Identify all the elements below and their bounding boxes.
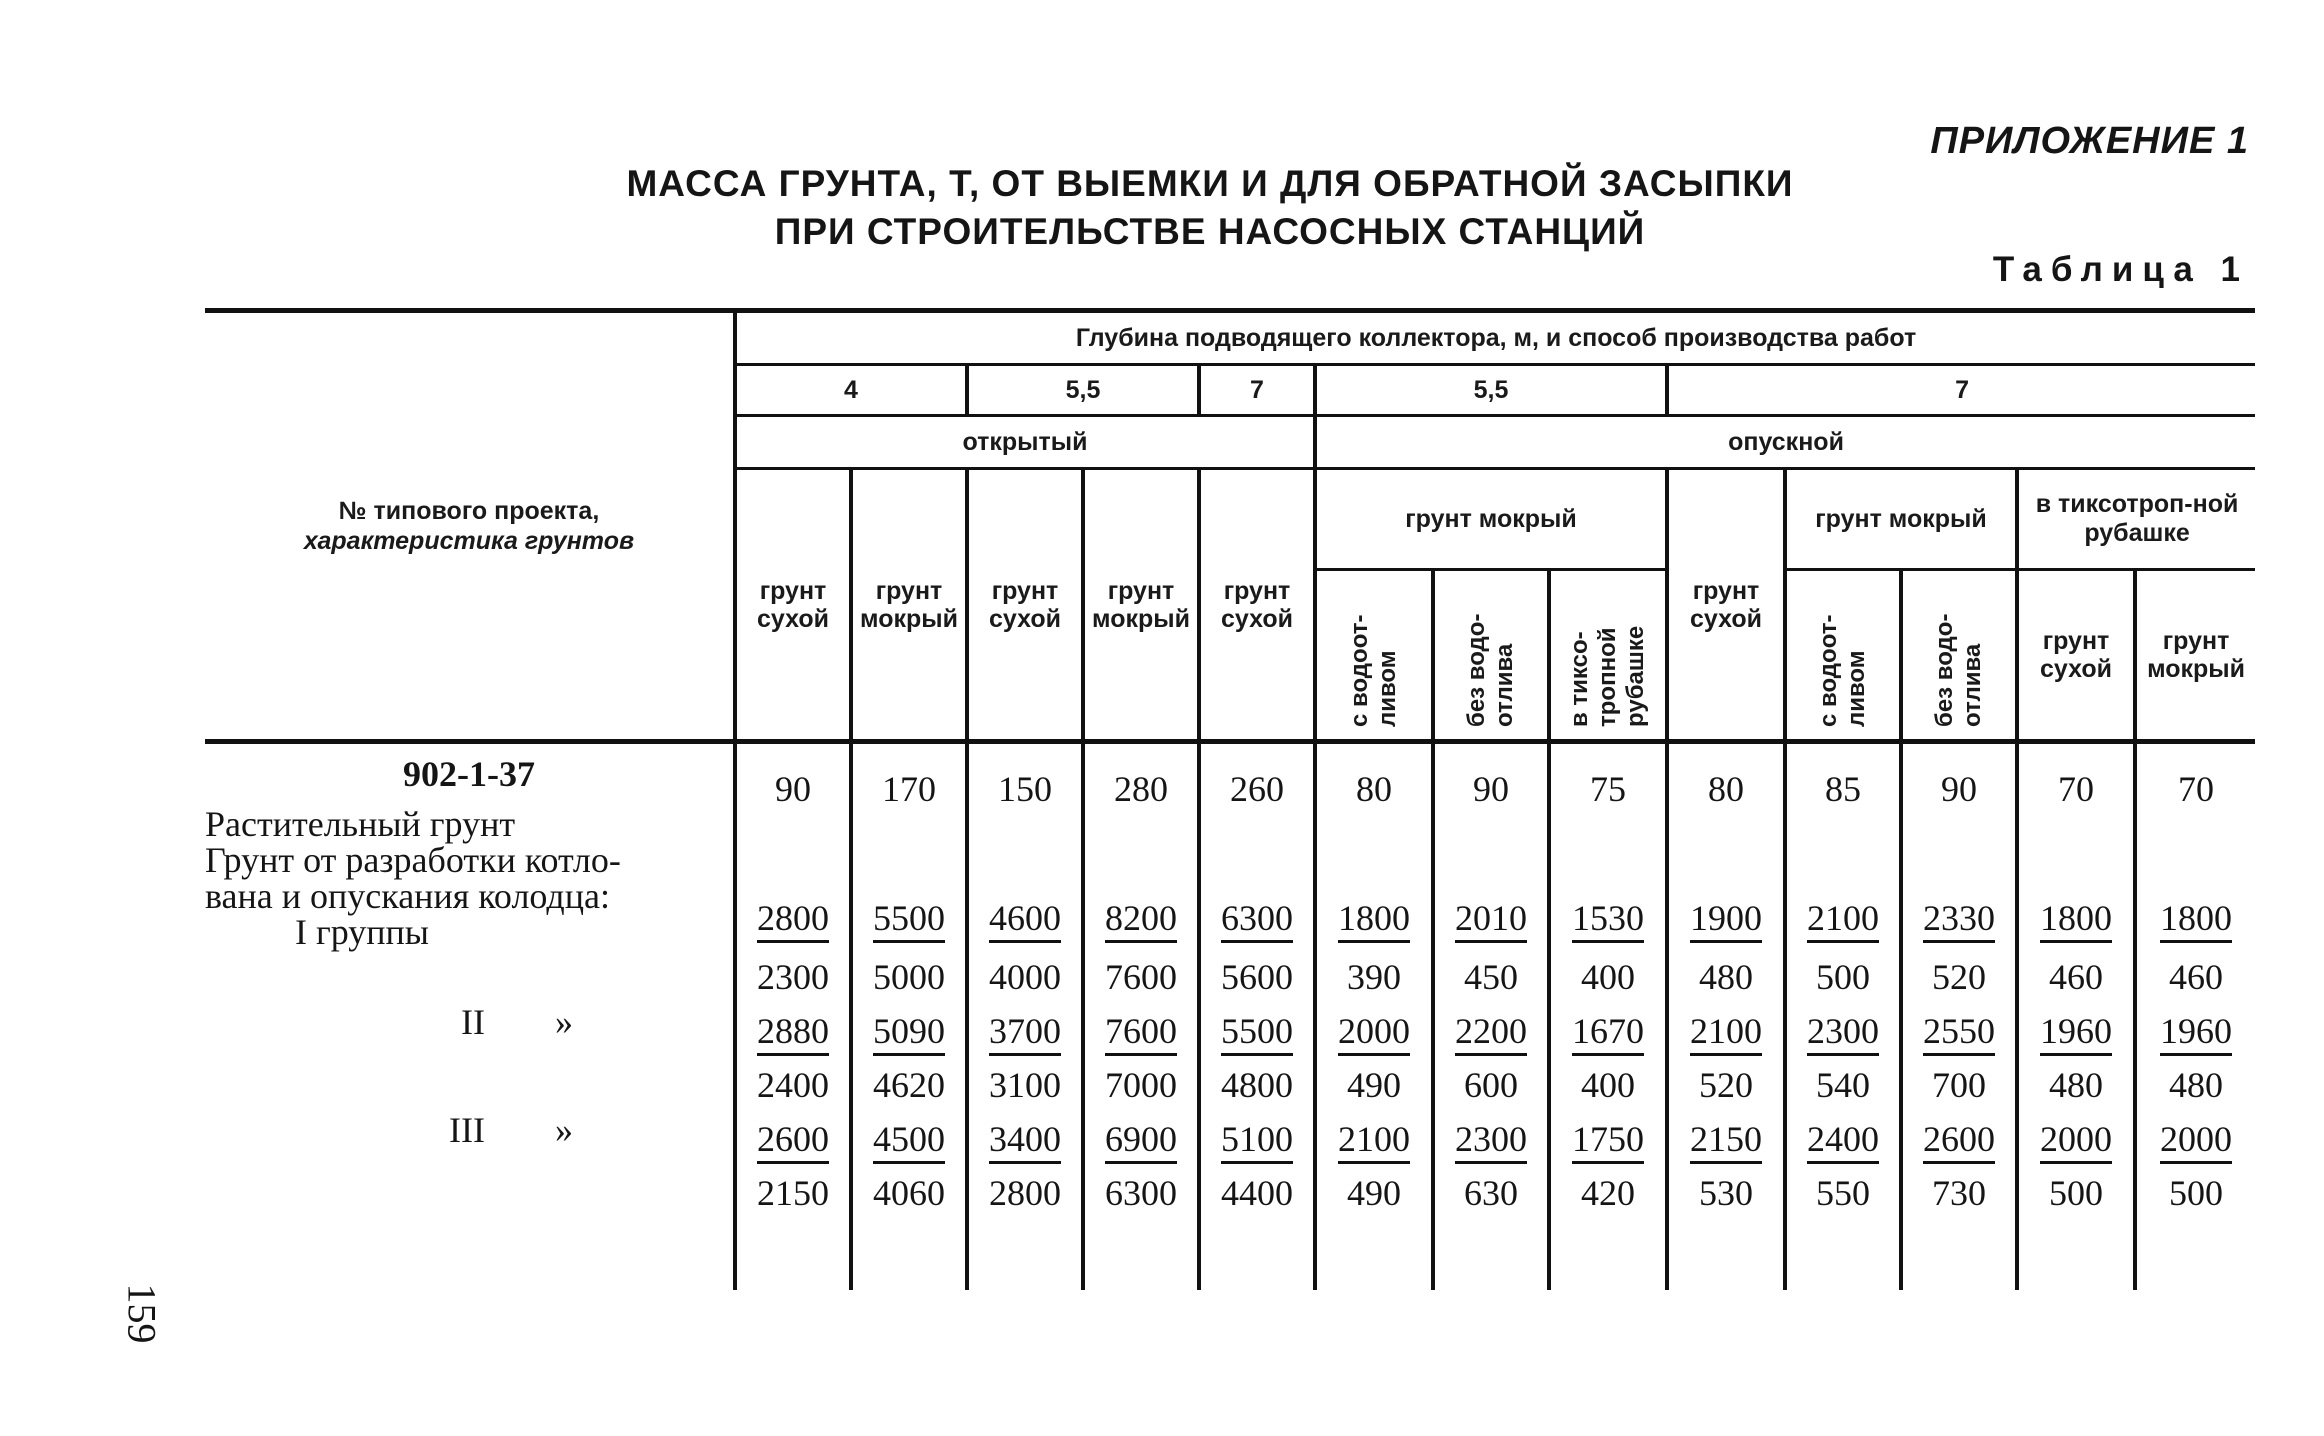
g1-top-cell-2: 5500 bbox=[851, 886, 967, 950]
group-2-label: II bbox=[461, 1002, 485, 1042]
col-header-10: с водоот-ливом bbox=[1785, 570, 1901, 742]
spacer-cell bbox=[1549, 822, 1667, 886]
tail-cell bbox=[851, 1220, 967, 1290]
plant-cell-7: 90 bbox=[1433, 742, 1549, 823]
row-label-g2-top bbox=[205, 1004, 735, 1058]
g3-bot-cell-2: 4060 bbox=[851, 1166, 967, 1220]
g1-top-cell-4: 8200 bbox=[1083, 886, 1199, 950]
tail-cell bbox=[2017, 1220, 2135, 1290]
spacer-cell bbox=[1785, 822, 1901, 886]
soil-mass-table bbox=[205, 308, 2255, 1290]
g3-bot-cell-9: 530 bbox=[1667, 1166, 1785, 1220]
g3-top-cell-2: 4500 bbox=[851, 1112, 967, 1166]
g2-top-cell-5: 5500 bbox=[1199, 1004, 1315, 1058]
g3-bot-cell-3: 2800 bbox=[967, 1166, 1083, 1220]
wet-group-header-2: грунт мокрый bbox=[1785, 469, 2017, 570]
g2-bot-cell-13: 480 bbox=[2135, 1058, 2255, 1112]
g2-top-cell-1: 2880 bbox=[735, 1004, 851, 1058]
g2-bot-cell-10: 540 bbox=[1785, 1058, 1901, 1112]
g3-top-cell-11: 2600 bbox=[1901, 1112, 2017, 1166]
spacer-cell bbox=[1083, 822, 1199, 886]
spacer-cell bbox=[967, 822, 1083, 886]
g2-bot-cell-4: 7000 bbox=[1083, 1058, 1199, 1112]
g3-bot-cell-7: 630 bbox=[1433, 1166, 1549, 1220]
table-row-tail bbox=[205, 1220, 2255, 1290]
stub-header-line-2: характеристика грунтов bbox=[303, 527, 635, 555]
depth-5-5-open: 5,5 bbox=[967, 365, 1199, 416]
table-row-g1-bot bbox=[205, 950, 2255, 1004]
plant-cell-6: 80 bbox=[1315, 742, 1433, 823]
table-row-g3-top bbox=[205, 1112, 2255, 1166]
stub-header bbox=[205, 311, 735, 742]
plant-cell-10: 85 bbox=[1785, 742, 1901, 823]
g1-bot-cell-9: 480 bbox=[1667, 950, 1785, 1004]
col-header-3: грунт сухой bbox=[967, 469, 1083, 742]
col-header-1: грунт сухой bbox=[735, 469, 851, 742]
plant-cell-4: 280 bbox=[1083, 742, 1199, 823]
row-label-plant: Растительный грунт bbox=[205, 804, 516, 844]
title-line-2: ПРИ СТРОИТЕЛЬСТВЕ НАСОСНЫХ СТАНЦИЙ bbox=[774, 211, 1646, 252]
g1-bot-cell-11: 520 bbox=[1901, 950, 2017, 1004]
row-label-pit-2: вана и опускания колодца: bbox=[205, 876, 610, 916]
g1-bot-cell-7: 450 bbox=[1433, 950, 1549, 1004]
g3-top-cell-6: 2100 bbox=[1315, 1112, 1433, 1166]
g2-bot-cell-2: 4620 bbox=[851, 1058, 967, 1112]
g1-top-cell-1: 2800 bbox=[735, 886, 851, 950]
g1-bot-cell-6: 390 bbox=[1315, 950, 1433, 1004]
g3-top-cell-10: 2400 bbox=[1785, 1112, 1901, 1166]
g2-bot-cell-11: 700 bbox=[1901, 1058, 2017, 1112]
g3-bot-cell-13: 500 bbox=[2135, 1166, 2255, 1220]
depth-4: 4 bbox=[735, 365, 967, 416]
depth-5-5-sink: 5,5 bbox=[1315, 365, 1667, 416]
tail-cell bbox=[1901, 1220, 2017, 1290]
g1-top-cell-11: 2330 bbox=[1901, 886, 2017, 950]
g1-top-cell-6: 1800 bbox=[1315, 886, 1433, 950]
g3-bot-cell-5: 4400 bbox=[1199, 1166, 1315, 1220]
depth-7-sink: 7 bbox=[1667, 365, 2255, 416]
project-number: 902-1-37 bbox=[403, 754, 535, 794]
tail-cell bbox=[1199, 1220, 1315, 1290]
title-line-1: МАССА ГРУНТА, Т, ОТ ВЫЕМКИ И ДЛЯ ОБРАТНОЙ ЗАСЫПКИ bbox=[626, 163, 1794, 204]
tail-cell bbox=[1083, 1220, 1199, 1290]
g1-bot-cell-1: 2300 bbox=[735, 950, 851, 1004]
col-header-5: грунт сухой bbox=[1199, 469, 1315, 742]
g3-bot-cell-4: 6300 bbox=[1083, 1166, 1199, 1220]
g2-top-cell-6: 2000 bbox=[1315, 1004, 1433, 1058]
plant-cell-3: 150 bbox=[967, 742, 1083, 823]
table-header bbox=[205, 311, 2255, 742]
g1-bot-cell-4: 7600 bbox=[1083, 950, 1199, 1004]
g1-top-cell-9: 1900 bbox=[1667, 886, 1785, 950]
g2-top-cell-13: 1960 bbox=[2135, 1004, 2255, 1058]
col-header-2: грунт мокрый bbox=[851, 469, 967, 742]
spacer-cell bbox=[1315, 822, 1433, 886]
g3-bot-cell-1: 2150 bbox=[735, 1166, 851, 1220]
plant-cell-2: 170 bbox=[851, 742, 967, 823]
g1-top-cell-5: 6300 bbox=[1199, 886, 1315, 950]
g2-top-cell-12: 1960 bbox=[2017, 1004, 2135, 1058]
g3-bot-cell-10: 550 bbox=[1785, 1166, 1901, 1220]
g2-bot-cell-5: 4800 bbox=[1199, 1058, 1315, 1112]
g1-top-cell-8: 1530 bbox=[1549, 886, 1667, 950]
wet-group-header-1: грунт мокрый bbox=[1315, 469, 1667, 570]
g2-top-cell-11: 2550 bbox=[1901, 1004, 2017, 1058]
table-label: Таблица 1 bbox=[1992, 250, 2249, 289]
plant-cell-1: 90 bbox=[735, 742, 851, 823]
g1-bot-cell-13: 460 bbox=[2135, 950, 2255, 1004]
spacer-cell bbox=[735, 822, 851, 886]
g2-bot-cell-12: 480 bbox=[2017, 1058, 2135, 1112]
g3-top-cell-12: 2000 bbox=[2017, 1112, 2135, 1166]
tail-cell bbox=[967, 1220, 1083, 1290]
col-header-8: в тиксо-тропной рубашке bbox=[1549, 570, 1667, 742]
tail-cell bbox=[1549, 1220, 1667, 1290]
tail-label-cell bbox=[205, 1220, 735, 1290]
tail-cell bbox=[1667, 1220, 1785, 1290]
plant-cell-5: 260 bbox=[1199, 742, 1315, 823]
col-header-9: грунт сухой bbox=[1667, 469, 1785, 742]
col-header-13: грунт мокрый bbox=[2135, 570, 2255, 742]
col-header-6: с водоот-ливом bbox=[1315, 570, 1433, 742]
plant-cell-12: 70 bbox=[2017, 742, 2135, 823]
g2-top-cell-2: 5090 bbox=[851, 1004, 967, 1058]
plant-cell-13: 70 bbox=[2135, 742, 2255, 823]
g1-top-cell-12: 1800 bbox=[2017, 886, 2135, 950]
spacer-cell bbox=[2017, 822, 2135, 886]
group-3-label: III bbox=[449, 1110, 485, 1150]
g2-top-cell-7: 2200 bbox=[1433, 1004, 1549, 1058]
row-label-g1-bot bbox=[205, 950, 735, 1004]
g3-bot-cell-11: 730 bbox=[1901, 1166, 2017, 1220]
plant-cell-9: 80 bbox=[1667, 742, 1785, 823]
plant-cell-11: 90 bbox=[1901, 742, 2017, 823]
row-label-g3-top bbox=[205, 1112, 735, 1166]
spacer-cell bbox=[1667, 822, 1785, 886]
g1-top-cell-7: 2010 bbox=[1433, 886, 1549, 950]
spacer-cell bbox=[1433, 822, 1549, 886]
g2-bot-cell-1: 2400 bbox=[735, 1058, 851, 1112]
page-title bbox=[560, 160, 1860, 256]
g2-top-cell-8: 1670 bbox=[1549, 1004, 1667, 1058]
method-sink: опускной bbox=[1315, 416, 2255, 469]
stub-header-line-1: № типового проекта, bbox=[338, 497, 600, 525]
tail-cell bbox=[1785, 1220, 1901, 1290]
spacer-cell bbox=[1901, 822, 2017, 886]
row-label-g2-bot bbox=[205, 1058, 735, 1112]
table-row-g3-bot bbox=[205, 1166, 2255, 1220]
g2-bot-cell-8: 400 bbox=[1549, 1058, 1667, 1112]
g2-top-cell-3: 3700 bbox=[967, 1004, 1083, 1058]
table-body bbox=[205, 742, 2255, 1291]
row-label-block bbox=[205, 742, 735, 951]
g1-bot-cell-5: 5600 bbox=[1199, 950, 1315, 1004]
depth-title: Глубина подводящего коллектора, м, и способ производства работ bbox=[735, 311, 2255, 365]
col-header-11: без водо-отлива bbox=[1901, 570, 2017, 742]
g3-bot-cell-8: 420 bbox=[1549, 1166, 1667, 1220]
g3-top-cell-5: 5100 bbox=[1199, 1112, 1315, 1166]
g2-top-cell-10: 2300 bbox=[1785, 1004, 1901, 1058]
g2-top-cell-4: 7600 bbox=[1083, 1004, 1199, 1058]
table-row-project bbox=[205, 742, 2255, 823]
tail-cell bbox=[1433, 1220, 1549, 1290]
g3-top-cell-9: 2150 bbox=[1667, 1112, 1785, 1166]
g3-top-cell-4: 6900 bbox=[1083, 1112, 1199, 1166]
row-label-group-1: I группы bbox=[295, 912, 429, 952]
method-open: открытый bbox=[735, 416, 1315, 469]
g2-bot-cell-6: 490 bbox=[1315, 1058, 1433, 1112]
page-number: 159 bbox=[119, 1283, 165, 1344]
g2-bot-cell-7: 600 bbox=[1433, 1058, 1549, 1112]
g3-bot-cell-12: 500 bbox=[2017, 1166, 2135, 1220]
depth-7-open: 7 bbox=[1199, 365, 1315, 416]
table-row-g2-top bbox=[205, 1004, 2255, 1058]
col-header-4: грунт мокрый bbox=[1083, 469, 1199, 742]
g2-top-cell-9: 2100 bbox=[1667, 1004, 1785, 1058]
row-label-g3-bot bbox=[205, 1166, 735, 1220]
g3-top-cell-1: 2600 bbox=[735, 1112, 851, 1166]
g1-top-cell-13: 1800 bbox=[2135, 886, 2255, 950]
g1-bot-cell-10: 500 bbox=[1785, 950, 1901, 1004]
ditto-mark: » bbox=[555, 1002, 573, 1042]
g3-top-cell-7: 2300 bbox=[1433, 1112, 1549, 1166]
g1-top-cell-10: 2100 bbox=[1785, 886, 1901, 950]
tail-cell bbox=[1315, 1220, 1433, 1290]
g1-bot-cell-3: 4000 bbox=[967, 950, 1083, 1004]
appendix-label: ПРИЛОЖЕНИЕ 1 bbox=[1930, 120, 2249, 162]
g1-bot-cell-8: 400 bbox=[1549, 950, 1667, 1004]
g3-bot-cell-6: 490 bbox=[1315, 1166, 1433, 1220]
spacer-cell bbox=[851, 822, 967, 886]
tail-cell bbox=[2135, 1220, 2255, 1290]
g3-top-cell-13: 2000 bbox=[2135, 1112, 2255, 1166]
tail-cell bbox=[735, 1220, 851, 1290]
g2-bot-cell-3: 3100 bbox=[967, 1058, 1083, 1112]
col-header-7: без водо-отлива bbox=[1433, 570, 1549, 742]
g1-bot-cell-2: 5000 bbox=[851, 950, 967, 1004]
g1-top-cell-3: 4600 bbox=[967, 886, 1083, 950]
spacer-cell bbox=[2135, 822, 2255, 886]
plant-cell-8: 75 bbox=[1549, 742, 1667, 823]
ditto-mark: » bbox=[555, 1110, 573, 1150]
thixo-group-header: в тиксотроп-ной рубашке bbox=[2017, 469, 2255, 570]
spacer-cell bbox=[1199, 822, 1315, 886]
table-row-g2-bot bbox=[205, 1058, 2255, 1112]
row-label-pit-1: Грунт от разработки котло- bbox=[205, 840, 621, 880]
col-header-12: грунт сухой bbox=[2017, 570, 2135, 742]
g1-bot-cell-12: 460 bbox=[2017, 950, 2135, 1004]
g2-bot-cell-9: 520 bbox=[1667, 1058, 1785, 1112]
g3-top-cell-8: 1750 bbox=[1549, 1112, 1667, 1166]
g3-top-cell-3: 3400 bbox=[967, 1112, 1083, 1166]
